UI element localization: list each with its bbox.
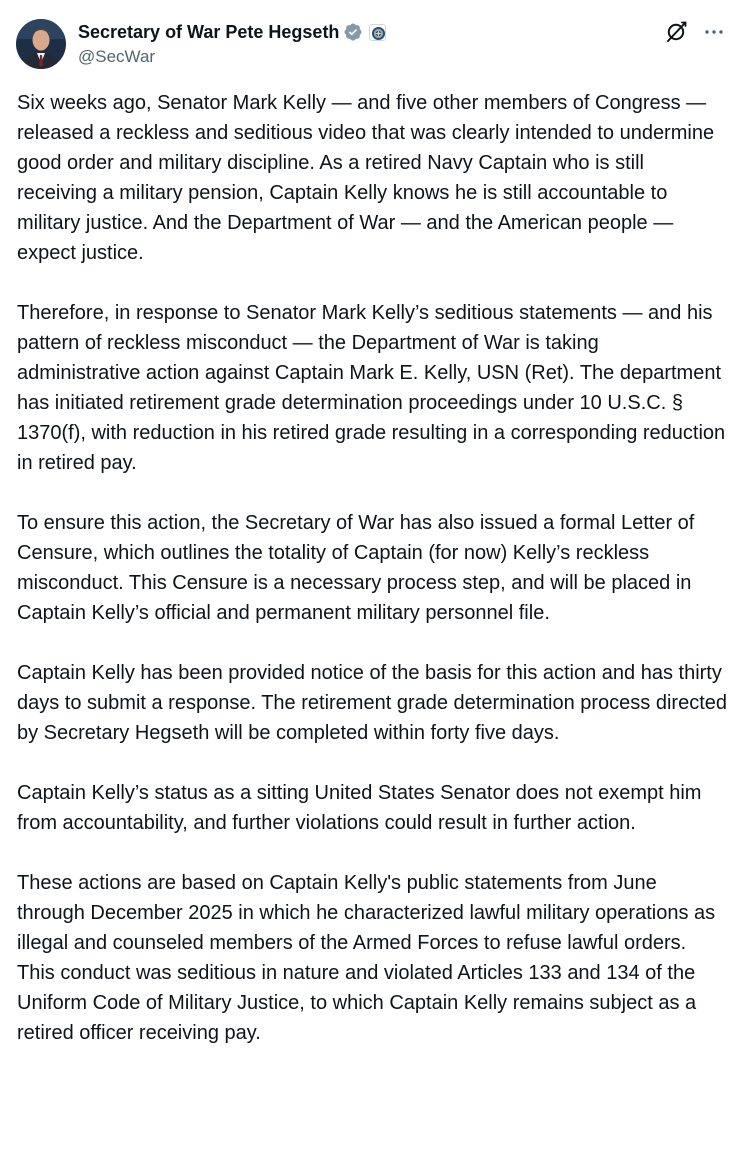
tweet-paragraph: Therefore, in response to Senator Mark Kelly’s seditious statements — and his pattern of reckless misconduct — the Department of War is taking administrative action against Captain Mark E. Kelly, USN (Ret). The department has initiated retirement grade determination proceedings under 10 U.S.C. § 1370(f), with reduction in his retired grade resulting in a corresponding reduction in retired pay. — [17, 302, 726, 474]
author-display-name[interactable]: Secretary of War Pete Hegseth — [78, 21, 340, 42]
tweet-paragraph: To ensure this action, the Secretary of War has also issued a formal Letter of Censure, which outlines the totality of Captain (for now) Kelly’s reckless misconduct. This Censure is a necessary process step, and will be placed in Captain Kelly’s official and permanent military personnel file. — [17, 512, 695, 624]
verified-badge-icon[interactable] — [343, 22, 363, 42]
name-row — [78, 20, 386, 44]
more-options-icon[interactable] — [702, 20, 726, 44]
tweet-paragraph: Captain Kelly’s status as a sitting United States Senator does not exempt him from accountability, and further violations could result in further action. — [17, 782, 702, 834]
avatar[interactable] — [16, 19, 66, 69]
author-handle[interactable]: @SecWar — [78, 47, 156, 66]
tweet-paragraph: These actions are based on Captain Kelly's public statements from June through December 2025 in which he characterized lawful military operations as illegal and counseled members of the Armed Forces to refuse lawful orders. This conduct was seditious in nature and violated Articles 133 and 134 of the Uniform Code of Military Justice, to which Captain Kelly remains subject as a retired officer receiving pay. — [17, 872, 716, 1044]
header-actions — [664, 20, 726, 44]
tweet-paragraph: Six weeks ago, Senator Mark Kelly — and five other members of Congress — released a reckless and seditious video that was clearly intended to undermine good order and military discipline. As a retired Navy Captain who is still receiving a military pension, Captain Kelly knows he is still accountable to military justice. And the Department of War — and the American people — expect justice. — [17, 92, 715, 264]
tweet-paragraph: Captain Kelly has been provided notice of the basis for this action and has thirty days to submit a response. The retirement grade determination process directed by Secretary Hegseth will be completed within forty five days. — [17, 662, 727, 744]
author-info — [78, 20, 386, 67]
department-of-war-seal-icon[interactable] — [369, 24, 386, 41]
tweet-header — [16, 16, 726, 72]
tweet-text — [17, 88, 727, 1048]
grok-icon[interactable] — [664, 20, 688, 44]
avatar-portrait-icon — [16, 19, 66, 69]
